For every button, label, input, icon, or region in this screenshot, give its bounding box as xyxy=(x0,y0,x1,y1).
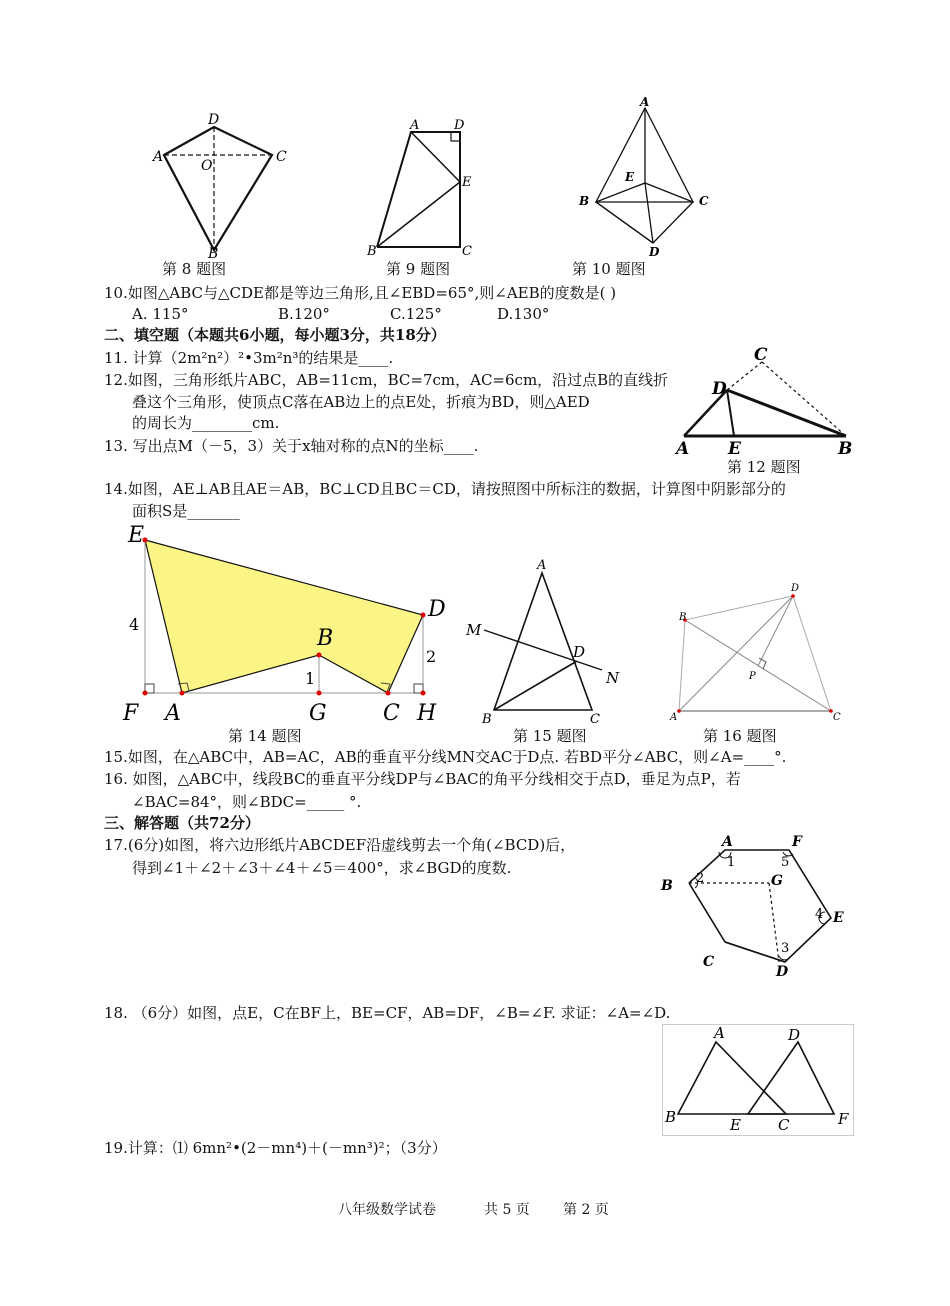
fig14-label-b: B xyxy=(317,626,334,651)
fig17-angle-4: 4 xyxy=(815,907,824,922)
figure-8 xyxy=(150,110,290,260)
question-16-line-1: 16. 如图，△ABC中，线段BC的垂直平分线DP与∠BAC的角平分线相交于点D，垂足为点P，若 xyxy=(104,770,741,788)
fig17-angle-5: 5 xyxy=(781,855,790,870)
footer-page-number: 第 2 页 xyxy=(563,1202,609,1218)
question-18: 18. （6分）如图，点E，C在BF上，BE=CF，AB=DF，∠B=∠F. 求证：∠A=∠D. xyxy=(104,1004,671,1022)
fig12-label-b: B xyxy=(838,439,853,458)
footer-title: 八年级数学试卷 xyxy=(338,1202,436,1218)
fig14-label-c: C xyxy=(383,701,400,725)
fig14-point-h xyxy=(421,691,426,696)
fig8-label-d: D xyxy=(208,112,220,128)
fig15-line-bd xyxy=(494,661,577,710)
fig18-label-f: F xyxy=(838,1110,849,1128)
figure-9 xyxy=(364,115,479,260)
fig17-angle-3-arc xyxy=(779,956,789,960)
figure-12 xyxy=(672,340,862,458)
fig9-label-a: A xyxy=(410,118,420,133)
fig17-line-bc xyxy=(689,883,725,942)
figure-14 xyxy=(115,520,455,725)
fig15-triangle xyxy=(494,573,592,710)
q10-option-b: B.120° xyxy=(278,305,330,323)
fig16-caption: 第 16 题图 xyxy=(703,727,777,745)
question-16-line-2: ∠BAC=84°，则∠BDC=_____ °. xyxy=(132,793,362,811)
footer-total-pages: 共 5 页 xyxy=(484,1202,530,1218)
figure-16 xyxy=(665,580,845,725)
question-14-line-2: 面积S是_______ xyxy=(132,502,240,520)
fig12-label-e: E xyxy=(728,439,741,458)
section-3-heading: 三、解答题（共72分） xyxy=(104,814,260,832)
fig17-hexagon-outline xyxy=(689,850,831,962)
fig18-frame xyxy=(663,1025,854,1136)
fig12-label-c: C xyxy=(754,345,768,365)
fig8-label-a: A xyxy=(153,149,164,165)
fig18-triangle-def xyxy=(748,1042,834,1114)
fig15-label-c: C xyxy=(590,712,600,725)
fig17-label-b: B xyxy=(661,878,673,894)
figure-17 xyxy=(655,830,855,982)
fig16-point-d xyxy=(791,594,795,598)
fig15-caption: 第 15 题图 xyxy=(513,727,587,745)
fig15-label-m: M xyxy=(466,621,482,639)
fig17-angle-2: 2 xyxy=(696,871,705,886)
question-12-line-2: 叠这个三角形，使顶点C落在AB边上的点E处，折痕为BD，则△AED xyxy=(132,393,590,411)
question-15: 15.如图，在△ABC中，AB=AC，AB的垂直平分线MN交AC于D点. 若BD平分∠ABC，则∠A=____°. xyxy=(104,748,787,766)
fig12-caption: 第 12 题图 xyxy=(727,458,801,476)
fig14-label-h: H xyxy=(417,701,437,725)
fig14-length-1: 1 xyxy=(305,669,316,688)
fig12-label-a: A xyxy=(676,439,690,458)
fig18-label-e: E xyxy=(730,1116,741,1134)
fig17-angle-1: 1 xyxy=(727,855,736,870)
fig16-label-a: A xyxy=(670,712,678,723)
fig14-length-2: 2 xyxy=(426,647,437,666)
fig9-label-c: C xyxy=(462,244,472,259)
fig17-label-c: C xyxy=(703,954,715,970)
section-2-heading: 二、填空题（本题共6小题，每小题3分，共18分） xyxy=(104,326,446,344)
fig16-label-d: D xyxy=(791,583,800,594)
fig17-label-g: G xyxy=(771,873,783,889)
fig18-triangle-abc xyxy=(678,1042,786,1114)
fig12-crease-bd xyxy=(727,390,846,436)
figure-18 xyxy=(662,1024,854,1136)
fig14-point-d xyxy=(421,613,426,618)
fig8-quadrilateral xyxy=(164,127,272,250)
fig16-line-ad xyxy=(679,596,793,711)
question-10: 10.如图△ABC与△CDE都是等边三角形,且∠EBD=65°,则∠AEB的度数是( ) xyxy=(104,284,617,302)
fig18-label-c: C xyxy=(778,1116,790,1134)
fig14-point-f xyxy=(143,691,148,696)
fig10-line-ed xyxy=(645,183,653,243)
fig10-caption: 第 10 题图 xyxy=(572,260,646,278)
fig16-label-c: C xyxy=(833,712,841,723)
fig14-point-g xyxy=(317,691,322,696)
fig17-label-f: F xyxy=(792,834,802,850)
question-13: 13. 写出点M（－5，3）关于x轴对称的点N的坐标____. xyxy=(104,437,479,455)
fig12-label-d: D xyxy=(712,379,727,399)
fig9-line-be xyxy=(377,182,460,247)
figure-15 xyxy=(460,555,630,725)
fig10-label-e: E xyxy=(625,170,635,184)
fig17-angle-3: 3 xyxy=(781,941,790,956)
fig9-trapezoid xyxy=(377,132,460,247)
q10-option-d: D.130° xyxy=(497,305,550,323)
fig14-point-a xyxy=(180,691,185,696)
fig14-label-d: D xyxy=(428,597,446,622)
fig17-dash-gd xyxy=(769,883,779,962)
question-12-line-1: 12.如图，三角形纸片ABC，AB=11cm，BC=7cm，AC=6cm，沿过点B的直线折 xyxy=(104,371,669,389)
fig15-label-a: A xyxy=(537,558,547,573)
fig14-label-g: G xyxy=(309,701,327,725)
fig14-label-f: F xyxy=(123,701,139,725)
fig12-dash-dc xyxy=(727,362,762,390)
fig14-label-a: A xyxy=(165,701,181,725)
fig17-label-a: A xyxy=(722,834,733,850)
fig14-shaded-region xyxy=(145,540,423,693)
fig14-label-e: E xyxy=(128,523,145,548)
fig18-label-b: B xyxy=(665,1108,677,1126)
fig12-dash-cb xyxy=(762,362,846,436)
fig8-label-c: C xyxy=(276,149,287,165)
fig16-point-a xyxy=(677,709,681,713)
question-14-line-1: 14.如图，AE⊥AB且AE＝AB，BC⊥CD且BC＝CD，请按照图中所标注的数据，计算图中阴影部分的 xyxy=(104,480,786,498)
fig17-label-d: D xyxy=(776,964,789,980)
fig9-line-ae xyxy=(411,132,460,182)
fig18-label-a: A xyxy=(714,1024,725,1042)
q10-option-a: A. 115° xyxy=(132,305,189,323)
fig8-caption: 第 8 题图 xyxy=(162,260,227,278)
fig9-right-angle-mark xyxy=(451,132,460,141)
fig16-line-dp xyxy=(758,596,793,666)
figure-10 xyxy=(575,95,715,260)
fig10-label-d: D xyxy=(649,245,660,259)
fig14-caption: 第 14 题图 xyxy=(228,727,302,745)
fig8-label-o: O xyxy=(201,158,213,174)
fig17-label-e: E xyxy=(833,910,844,926)
question-17-line-2: 得到∠1＋∠2＋∠3＋∠4＋∠5＝400°，求∠BGD的度数. xyxy=(132,859,512,877)
fig15-label-n: N xyxy=(606,669,620,687)
fig14-length-4: 4 xyxy=(129,615,140,634)
fig9-caption: 第 9 题图 xyxy=(386,260,451,278)
fig9-label-e: E xyxy=(462,175,472,190)
fig14-point-c xyxy=(386,691,391,696)
question-17-line-1: 17.(6分)如图，将六边形纸片ABCDEF沿虚线剪去一个角(∠BCD)后， xyxy=(104,836,576,854)
q10-option-c: C.125° xyxy=(390,305,442,323)
question-11: 11. 计算（2m²n²）²•3m²n³的结果是____. xyxy=(104,349,394,367)
fig14-point-b xyxy=(317,653,322,658)
fig16-label-p: P xyxy=(749,671,756,682)
fig9-label-d: D xyxy=(454,118,465,133)
fig15-label-b: B xyxy=(482,712,492,725)
question-12-line-3: 的周长为________cm. xyxy=(132,414,280,432)
fig15-label-d: D xyxy=(573,643,586,661)
fig10-label-a: A xyxy=(640,95,650,109)
fig18-label-d: D xyxy=(788,1026,801,1044)
fig10-line-bd xyxy=(596,202,653,243)
question-19: 19.计算：⑴ 6mn²•(2－mn⁴)＋(－mn³)²；（3分） xyxy=(104,1139,447,1157)
fig10-label-c: C xyxy=(699,194,709,208)
fig9-label-b: B xyxy=(367,244,377,259)
fig17-line-cd xyxy=(725,942,785,962)
fig16-label-b: B xyxy=(679,612,687,623)
fig10-label-b: B xyxy=(579,194,590,208)
fig12-line-de xyxy=(727,390,734,436)
fig8-label-b: B xyxy=(208,246,219,260)
fig16-quadrilateral xyxy=(679,596,831,711)
